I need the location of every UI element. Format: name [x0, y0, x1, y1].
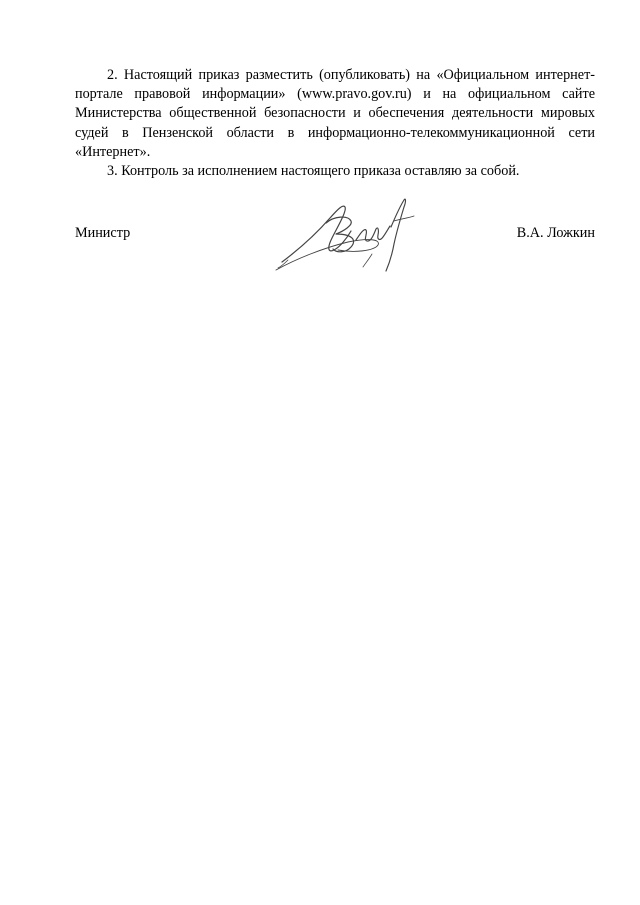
signer-title: Министр	[75, 225, 131, 241]
signer-name: В.А. Ложкин	[516, 225, 595, 241]
handwritten-signature-icon	[268, 192, 428, 280]
document-body	[75, 66, 595, 181]
paragraph-control: 3. Контроль за исполнением настоящего приказа оставляю за собой.	[107, 163, 520, 180]
paragraph-publication: 2. Настоящий приказ разместить (опубликовать) на «Официальном интернет-портале правовой информации» (www.pravo.gov.ru) и на официальном сайте Министерства общественной безопасности и обеспечения деятельности мировых судей в Пензенской области в информационно-телекоммуникационной сети «Интернет».	[75, 67, 595, 160]
